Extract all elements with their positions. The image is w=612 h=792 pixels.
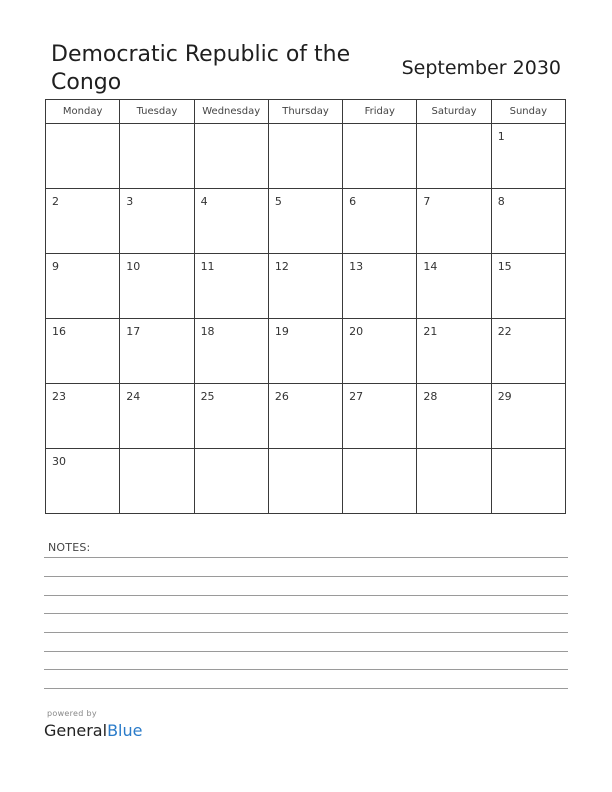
day-number: 14 <box>423 260 438 273</box>
week-row <box>46 319 566 384</box>
day-cell <box>120 319 194 384</box>
note-line <box>44 632 568 633</box>
day-number: 27 <box>349 390 364 403</box>
weekday-header: Saturday <box>417 100 491 124</box>
day-number: 6 <box>349 195 357 208</box>
day-number: 29 <box>497 390 512 403</box>
day-cell <box>120 124 194 189</box>
week-row <box>46 189 566 254</box>
day-number: 18 <box>200 325 215 338</box>
day-number: 3 <box>126 195 134 208</box>
day-cell <box>417 124 491 189</box>
weekday-header: Tuesday <box>120 100 194 124</box>
week-row <box>46 254 566 319</box>
day-cell <box>46 449 120 514</box>
day-number: 13 <box>349 260 364 273</box>
note-line <box>44 595 568 596</box>
day-cell <box>120 254 194 319</box>
day-number: 11 <box>200 260 215 273</box>
day-number <box>120 124 193 130</box>
day-number: 28 <box>423 390 438 403</box>
day-cell <box>343 124 417 189</box>
day-cell <box>268 124 342 189</box>
day-number <box>269 124 342 130</box>
weekday-header: Monday <box>46 100 120 124</box>
day-number: 2 <box>52 195 59 208</box>
week-row <box>46 124 566 189</box>
day-cell <box>491 254 565 319</box>
day-cell <box>120 189 194 254</box>
day-cell <box>491 124 565 189</box>
note-line <box>44 651 568 652</box>
day-cell <box>343 189 417 254</box>
day-cell <box>120 384 194 449</box>
day-number: 25 <box>200 390 215 403</box>
day-number: 5 <box>274 195 282 208</box>
day-cell <box>268 449 342 514</box>
week-row <box>46 449 566 514</box>
day-cell <box>194 319 268 384</box>
weekday-header: Sunday <box>491 100 565 124</box>
day-cell <box>417 384 491 449</box>
day-number <box>195 449 268 455</box>
powered-by-label: powered by <box>47 709 97 718</box>
day-number: 19 <box>274 325 289 338</box>
day-number: 22 <box>497 325 512 338</box>
day-number: 12 <box>274 260 289 273</box>
day-number <box>343 449 416 455</box>
weekday-header: Friday <box>343 100 417 124</box>
weekday-header: Thursday <box>268 100 342 124</box>
day-cell <box>417 189 491 254</box>
day-number: 24 <box>126 390 141 403</box>
day-number: 7 <box>423 195 431 208</box>
day-number <box>417 449 490 455</box>
day-number <box>269 449 342 455</box>
day-cell <box>268 254 342 319</box>
day-cell <box>268 384 342 449</box>
note-line <box>44 669 568 670</box>
day-number <box>195 124 268 130</box>
day-cell <box>343 384 417 449</box>
day-cell <box>120 449 194 514</box>
day-cell <box>194 189 268 254</box>
calendar-grid <box>45 99 566 514</box>
weekday-header-row <box>46 100 566 124</box>
day-cell <box>343 319 417 384</box>
day-number: 4 <box>200 195 208 208</box>
day-number <box>417 124 490 130</box>
day-cell <box>46 384 120 449</box>
week-row <box>46 384 566 449</box>
day-number <box>492 449 565 455</box>
month-label: September 2030 <box>401 57 561 79</box>
day-cell <box>194 124 268 189</box>
day-number: 1 <box>497 130 505 143</box>
day-cell <box>491 319 565 384</box>
day-number: 23 <box>52 390 66 403</box>
day-number: 15 <box>497 260 512 273</box>
day-cell <box>46 254 120 319</box>
calendar-title: Democratic Republic of the Congo <box>51 42 351 95</box>
day-number: 21 <box>423 325 438 338</box>
day-cell <box>491 384 565 449</box>
day-number: 30 <box>52 455 66 468</box>
day-number: 9 <box>52 260 59 273</box>
note-line <box>44 557 568 558</box>
note-line <box>44 688 568 689</box>
brand-blue: Blue <box>107 721 143 740</box>
day-cell <box>194 254 268 319</box>
day-number <box>343 124 416 130</box>
day-number: 10 <box>126 260 141 273</box>
note-line <box>44 613 568 614</box>
day-cell <box>417 319 491 384</box>
day-number <box>46 124 119 130</box>
day-cell <box>491 449 565 514</box>
day-cell <box>343 254 417 319</box>
day-cell <box>491 189 565 254</box>
day-cell <box>194 449 268 514</box>
day-number: 20 <box>349 325 364 338</box>
brand-logo <box>44 720 142 742</box>
brand-general: General <box>44 721 108 740</box>
day-cell <box>417 254 491 319</box>
day-cell <box>343 449 417 514</box>
day-cell <box>268 319 342 384</box>
day-cell <box>194 384 268 449</box>
day-number: 8 <box>497 195 505 208</box>
day-number: 26 <box>274 390 289 403</box>
day-cell <box>417 449 491 514</box>
notes-label: NOTES: <box>48 541 91 554</box>
day-cell <box>268 189 342 254</box>
day-cell <box>46 124 120 189</box>
day-cell <box>46 189 120 254</box>
day-number: 17 <box>126 325 141 338</box>
weekday-header: Wednesday <box>194 100 268 124</box>
day-number <box>120 449 193 455</box>
day-number: 16 <box>52 325 66 338</box>
day-cell <box>46 319 120 384</box>
note-line <box>44 576 568 577</box>
